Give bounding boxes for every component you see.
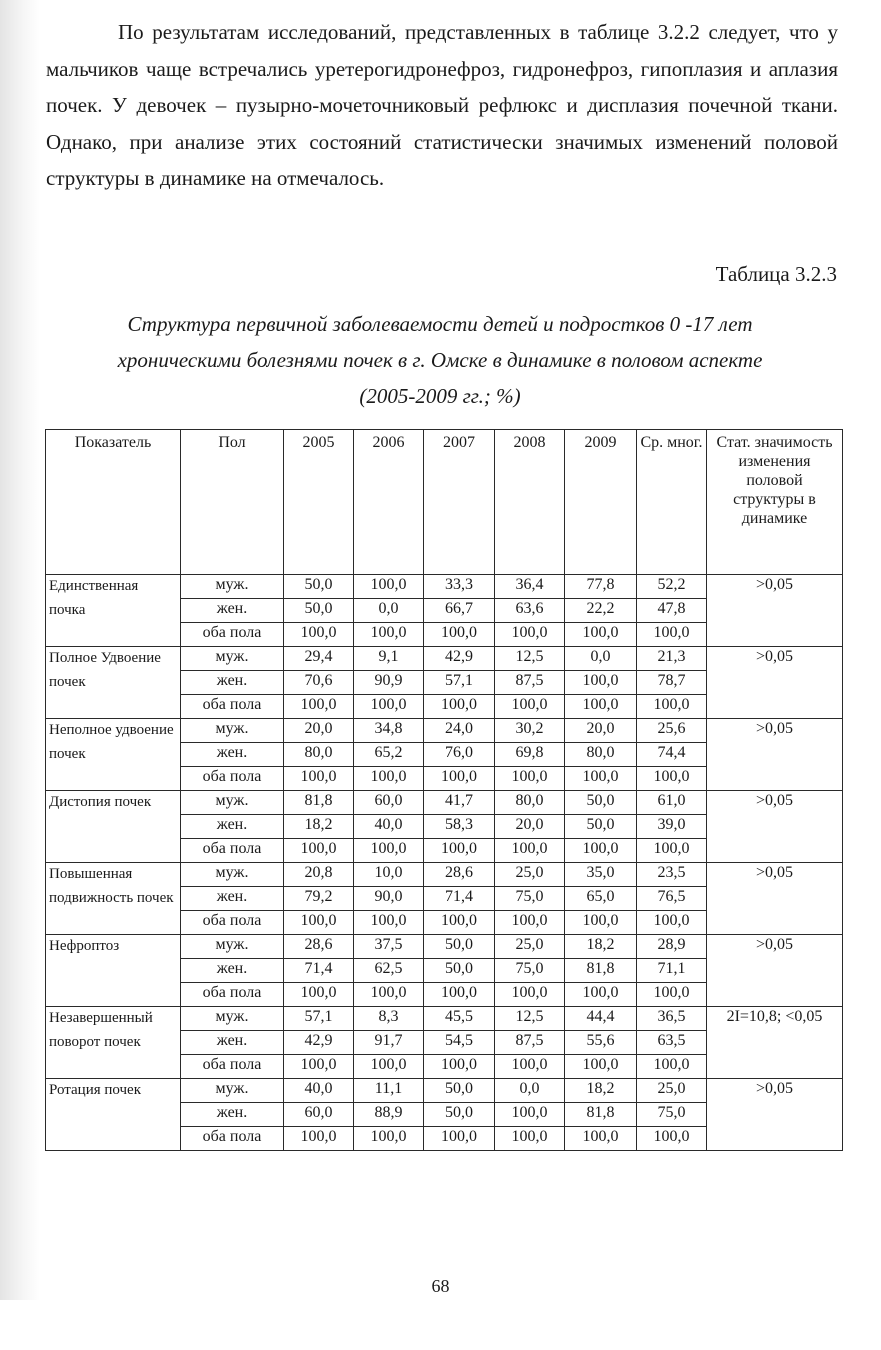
value-cell: 0,0 xyxy=(495,1079,565,1103)
column-header: Ср. мног. xyxy=(637,430,707,575)
sex-cell: муж. xyxy=(181,647,284,671)
value-cell: 50,0 xyxy=(565,815,637,839)
value-cell: 76,5 xyxy=(637,887,707,911)
value-cell: 28,6 xyxy=(284,935,354,959)
value-cell: 100,0 xyxy=(637,839,707,863)
value-cell: 79,2 xyxy=(284,887,354,911)
indicator-cell: Повышенная подвижность почек xyxy=(46,863,181,935)
value-cell: 100,0 xyxy=(637,983,707,1007)
value-cell: 100,0 xyxy=(637,695,707,719)
value-cell: 69,8 xyxy=(495,743,565,767)
value-cell: 100,0 xyxy=(495,623,565,647)
value-cell: 28,9 xyxy=(637,935,707,959)
value-cell: 42,9 xyxy=(424,647,495,671)
table-row xyxy=(46,935,843,959)
significance-cell: >0,05 xyxy=(707,647,843,719)
column-header: 2006 xyxy=(354,430,424,575)
sex-cell: муж. xyxy=(181,791,284,815)
value-cell: 18,2 xyxy=(284,815,354,839)
value-cell: 18,2 xyxy=(565,935,637,959)
value-cell: 100,0 xyxy=(424,623,495,647)
value-cell: 100,0 xyxy=(495,839,565,863)
value-cell: 81,8 xyxy=(284,791,354,815)
value-cell: 22,2 xyxy=(565,599,637,623)
value-cell: 100,0 xyxy=(424,1127,495,1151)
column-header: 2009 xyxy=(565,430,637,575)
value-cell: 100,0 xyxy=(284,911,354,935)
table-row xyxy=(46,575,843,599)
value-cell: 100,0 xyxy=(637,623,707,647)
value-cell: 71,4 xyxy=(284,959,354,983)
table-number-label: Таблица 3.2.3 xyxy=(715,262,837,286)
value-cell: 90,9 xyxy=(354,671,424,695)
value-cell: 41,7 xyxy=(424,791,495,815)
indicator-cell: Дистопия почек xyxy=(46,791,181,863)
caption-line-3: (2005-2009 гг.; %) xyxy=(359,384,521,408)
value-cell: 100,0 xyxy=(354,1127,424,1151)
value-cell: 20,0 xyxy=(495,815,565,839)
value-cell: 44,4 xyxy=(565,1007,637,1031)
value-cell: 100,0 xyxy=(565,623,637,647)
value-cell: 20,0 xyxy=(284,719,354,743)
indicator-cell: Полное Удвоение почек xyxy=(46,647,181,719)
value-cell: 42,9 xyxy=(284,1031,354,1055)
value-cell: 55,6 xyxy=(565,1031,637,1055)
value-cell: 50,0 xyxy=(424,959,495,983)
significance-cell: >0,05 xyxy=(707,863,843,935)
value-cell: 0,0 xyxy=(354,599,424,623)
value-cell: 100,0 xyxy=(637,767,707,791)
indicator-cell: Незавершенный поворот почек xyxy=(46,1007,181,1079)
sex-cell: жен. xyxy=(181,1103,284,1127)
value-cell: 80,0 xyxy=(284,743,354,767)
value-cell: 75,0 xyxy=(495,887,565,911)
value-cell: 12,5 xyxy=(495,647,565,671)
value-cell: 71,1 xyxy=(637,959,707,983)
value-cell: 100,0 xyxy=(565,695,637,719)
value-cell: 100,0 xyxy=(424,767,495,791)
value-cell: 25,0 xyxy=(495,863,565,887)
sex-cell: оба пола xyxy=(181,623,284,647)
value-cell: 87,5 xyxy=(495,671,565,695)
sex-cell: муж. xyxy=(181,719,284,743)
value-cell: 54,5 xyxy=(424,1031,495,1055)
value-cell: 100,0 xyxy=(424,911,495,935)
column-header: Стат. значимость изменения половой структуры в динамике xyxy=(707,430,843,575)
value-cell: 100,0 xyxy=(565,911,637,935)
sex-cell: оба пола xyxy=(181,695,284,719)
value-cell: 21,3 xyxy=(637,647,707,671)
value-cell: 58,3 xyxy=(424,815,495,839)
value-cell: 66,7 xyxy=(424,599,495,623)
value-cell: 37,5 xyxy=(354,935,424,959)
value-cell: 63,6 xyxy=(495,599,565,623)
value-cell: 50,0 xyxy=(424,935,495,959)
value-cell: 33,3 xyxy=(424,575,495,599)
value-cell: 30,2 xyxy=(495,719,565,743)
header-row xyxy=(46,430,843,575)
data-table xyxy=(45,429,843,1151)
value-cell: 100,0 xyxy=(637,911,707,935)
value-cell: 88,9 xyxy=(354,1103,424,1127)
table-row xyxy=(46,647,843,671)
value-cell: 100,0 xyxy=(565,767,637,791)
sex-cell: жен. xyxy=(181,959,284,983)
value-cell: 100,0 xyxy=(424,983,495,1007)
sex-cell: оба пола xyxy=(181,1127,284,1151)
value-cell: 25,6 xyxy=(637,719,707,743)
value-cell: 75,0 xyxy=(637,1103,707,1127)
column-header: 2007 xyxy=(424,430,495,575)
sex-cell: оба пола xyxy=(181,1055,284,1079)
value-cell: 11,1 xyxy=(354,1079,424,1103)
value-cell: 80,0 xyxy=(495,791,565,815)
sex-cell: оба пола xyxy=(181,983,284,1007)
caption-line-1: Структура первичной заболеваемости детей и подростков 0 -17 лет xyxy=(127,312,753,336)
value-cell: 50,0 xyxy=(284,575,354,599)
value-cell: 100,0 xyxy=(495,983,565,1007)
value-cell: 76,0 xyxy=(424,743,495,767)
table-caption xyxy=(60,306,820,414)
value-cell: 100,0 xyxy=(424,1055,495,1079)
value-cell: 47,8 xyxy=(637,599,707,623)
value-cell: 60,0 xyxy=(354,791,424,815)
value-cell: 81,8 xyxy=(565,959,637,983)
value-cell: 28,6 xyxy=(424,863,495,887)
value-cell: 100,0 xyxy=(354,623,424,647)
value-cell: 78,7 xyxy=(637,671,707,695)
significance-cell: >0,05 xyxy=(707,791,843,863)
table-row xyxy=(46,863,843,887)
indicator-cell: Неполное удвоение почек xyxy=(46,719,181,791)
value-cell: 52,2 xyxy=(637,575,707,599)
value-cell: 25,0 xyxy=(495,935,565,959)
sex-cell: жен. xyxy=(181,743,284,767)
value-cell: 74,4 xyxy=(637,743,707,767)
table-row xyxy=(46,791,843,815)
value-cell: 34,8 xyxy=(354,719,424,743)
value-cell: 18,2 xyxy=(565,1079,637,1103)
significance-cell: >0,05 xyxy=(707,575,843,647)
intro-paragraph: По результатам исследований, представленных в таблице 3.2.2 следует, что у мальчиков чаще встречались уретерогидронефроз, гидронефроз, гипоплазия и аплазия почек. У девочек – пузырно-мочеточниковый рефлюкс и дисплазия почечной ткани. Однако, при анализе этих состояний статистически значимых изменений половой структуры в динамике на отмечалось. xyxy=(46,20,838,190)
value-cell: 50,0 xyxy=(284,599,354,623)
value-cell: 80,0 xyxy=(565,743,637,767)
value-cell: 70,6 xyxy=(284,671,354,695)
value-cell: 100,0 xyxy=(495,695,565,719)
column-header: Показатель xyxy=(46,430,181,575)
sex-cell: оба пола xyxy=(181,767,284,791)
value-cell: 8,3 xyxy=(354,1007,424,1031)
sex-cell: оба пола xyxy=(181,839,284,863)
value-cell: 100,0 xyxy=(565,671,637,695)
value-cell: 12,5 xyxy=(495,1007,565,1031)
value-cell: 57,1 xyxy=(424,671,495,695)
significance-cell: >0,05 xyxy=(707,935,843,1007)
sex-cell: жен. xyxy=(181,887,284,911)
value-cell: 9,1 xyxy=(354,647,424,671)
value-cell: 100,0 xyxy=(637,1055,707,1079)
sex-cell: жен. xyxy=(181,671,284,695)
table-row xyxy=(46,1007,843,1031)
caption-line-2: хроническими болезнями почек в г. Омске в динамике в половом аспекте xyxy=(117,348,763,372)
page-number: 68 xyxy=(431,1276,450,1296)
value-cell: 71,4 xyxy=(424,887,495,911)
indicator-cell: Нефроптоз xyxy=(46,935,181,1007)
value-cell: 100,0 xyxy=(354,911,424,935)
table-row xyxy=(46,719,843,743)
value-cell: 24,0 xyxy=(424,719,495,743)
value-cell: 100,0 xyxy=(495,1127,565,1151)
value-cell: 100,0 xyxy=(565,1055,637,1079)
value-cell: 40,0 xyxy=(354,815,424,839)
value-cell: 100,0 xyxy=(284,1127,354,1151)
value-cell: 75,0 xyxy=(495,959,565,983)
value-cell: 50,0 xyxy=(424,1103,495,1127)
value-cell: 36,5 xyxy=(637,1007,707,1031)
value-cell: 63,5 xyxy=(637,1031,707,1055)
value-cell: 100,0 xyxy=(354,839,424,863)
sex-cell: жен. xyxy=(181,599,284,623)
value-cell: 100,0 xyxy=(284,983,354,1007)
value-cell: 61,0 xyxy=(637,791,707,815)
sex-cell: жен. xyxy=(181,1031,284,1055)
value-cell: 62,5 xyxy=(354,959,424,983)
value-cell: 100,0 xyxy=(495,767,565,791)
value-cell: 100,0 xyxy=(354,695,424,719)
value-cell: 65,2 xyxy=(354,743,424,767)
value-cell: 100,0 xyxy=(354,767,424,791)
sex-cell: муж. xyxy=(181,1007,284,1031)
sex-cell: муж. xyxy=(181,863,284,887)
column-header: Пол xyxy=(181,430,284,575)
value-cell: 0,0 xyxy=(565,647,637,671)
value-cell: 100,0 xyxy=(565,983,637,1007)
value-cell: 77,8 xyxy=(565,575,637,599)
value-cell: 60,0 xyxy=(284,1103,354,1127)
indicator-cell: Ротация почек xyxy=(46,1079,181,1151)
value-cell: 100,0 xyxy=(495,1103,565,1127)
value-cell: 20,8 xyxy=(284,863,354,887)
column-header: 2008 xyxy=(495,430,565,575)
value-cell: 87,5 xyxy=(495,1031,565,1055)
value-cell: 100,0 xyxy=(495,1055,565,1079)
value-cell: 100,0 xyxy=(354,983,424,1007)
value-cell: 57,1 xyxy=(284,1007,354,1031)
value-cell: 20,0 xyxy=(565,719,637,743)
value-cell: 100,0 xyxy=(284,839,354,863)
value-cell: 100,0 xyxy=(284,695,354,719)
value-cell: 10,0 xyxy=(354,863,424,887)
value-cell: 45,5 xyxy=(424,1007,495,1031)
column-header: 2005 xyxy=(284,430,354,575)
significance-cell: >0,05 xyxy=(707,719,843,791)
value-cell: 100,0 xyxy=(284,767,354,791)
table-body xyxy=(46,575,843,1151)
value-cell: 100,0 xyxy=(354,575,424,599)
value-cell: 100,0 xyxy=(424,695,495,719)
sex-cell: муж. xyxy=(181,575,284,599)
value-cell: 35,0 xyxy=(565,863,637,887)
value-cell: 50,0 xyxy=(424,1079,495,1103)
value-cell: 29,4 xyxy=(284,647,354,671)
value-cell: 81,8 xyxy=(565,1103,637,1127)
value-cell: 100,0 xyxy=(637,1127,707,1151)
value-cell: 100,0 xyxy=(354,1055,424,1079)
value-cell: 40,0 xyxy=(284,1079,354,1103)
value-cell: 36,4 xyxy=(495,575,565,599)
indicator-cell: Единственная почка xyxy=(46,575,181,647)
value-cell: 23,5 xyxy=(637,863,707,887)
value-cell: 50,0 xyxy=(565,791,637,815)
value-cell: 39,0 xyxy=(637,815,707,839)
value-cell: 100,0 xyxy=(565,839,637,863)
sex-cell: жен. xyxy=(181,815,284,839)
value-cell: 100,0 xyxy=(495,911,565,935)
significance-cell: 2I=10,8; <0,05 xyxy=(707,1007,843,1079)
table-row xyxy=(46,1079,843,1103)
value-cell: 90,0 xyxy=(354,887,424,911)
sex-cell: муж. xyxy=(181,1079,284,1103)
value-cell: 25,0 xyxy=(637,1079,707,1103)
value-cell: 100,0 xyxy=(565,1127,637,1151)
value-cell: 100,0 xyxy=(284,623,354,647)
sex-cell: муж. xyxy=(181,935,284,959)
sex-cell: оба пола xyxy=(181,911,284,935)
significance-cell: >0,05 xyxy=(707,1079,843,1151)
value-cell: 100,0 xyxy=(284,1055,354,1079)
value-cell: 100,0 xyxy=(424,839,495,863)
value-cell: 91,7 xyxy=(354,1031,424,1055)
value-cell: 65,0 xyxy=(565,887,637,911)
